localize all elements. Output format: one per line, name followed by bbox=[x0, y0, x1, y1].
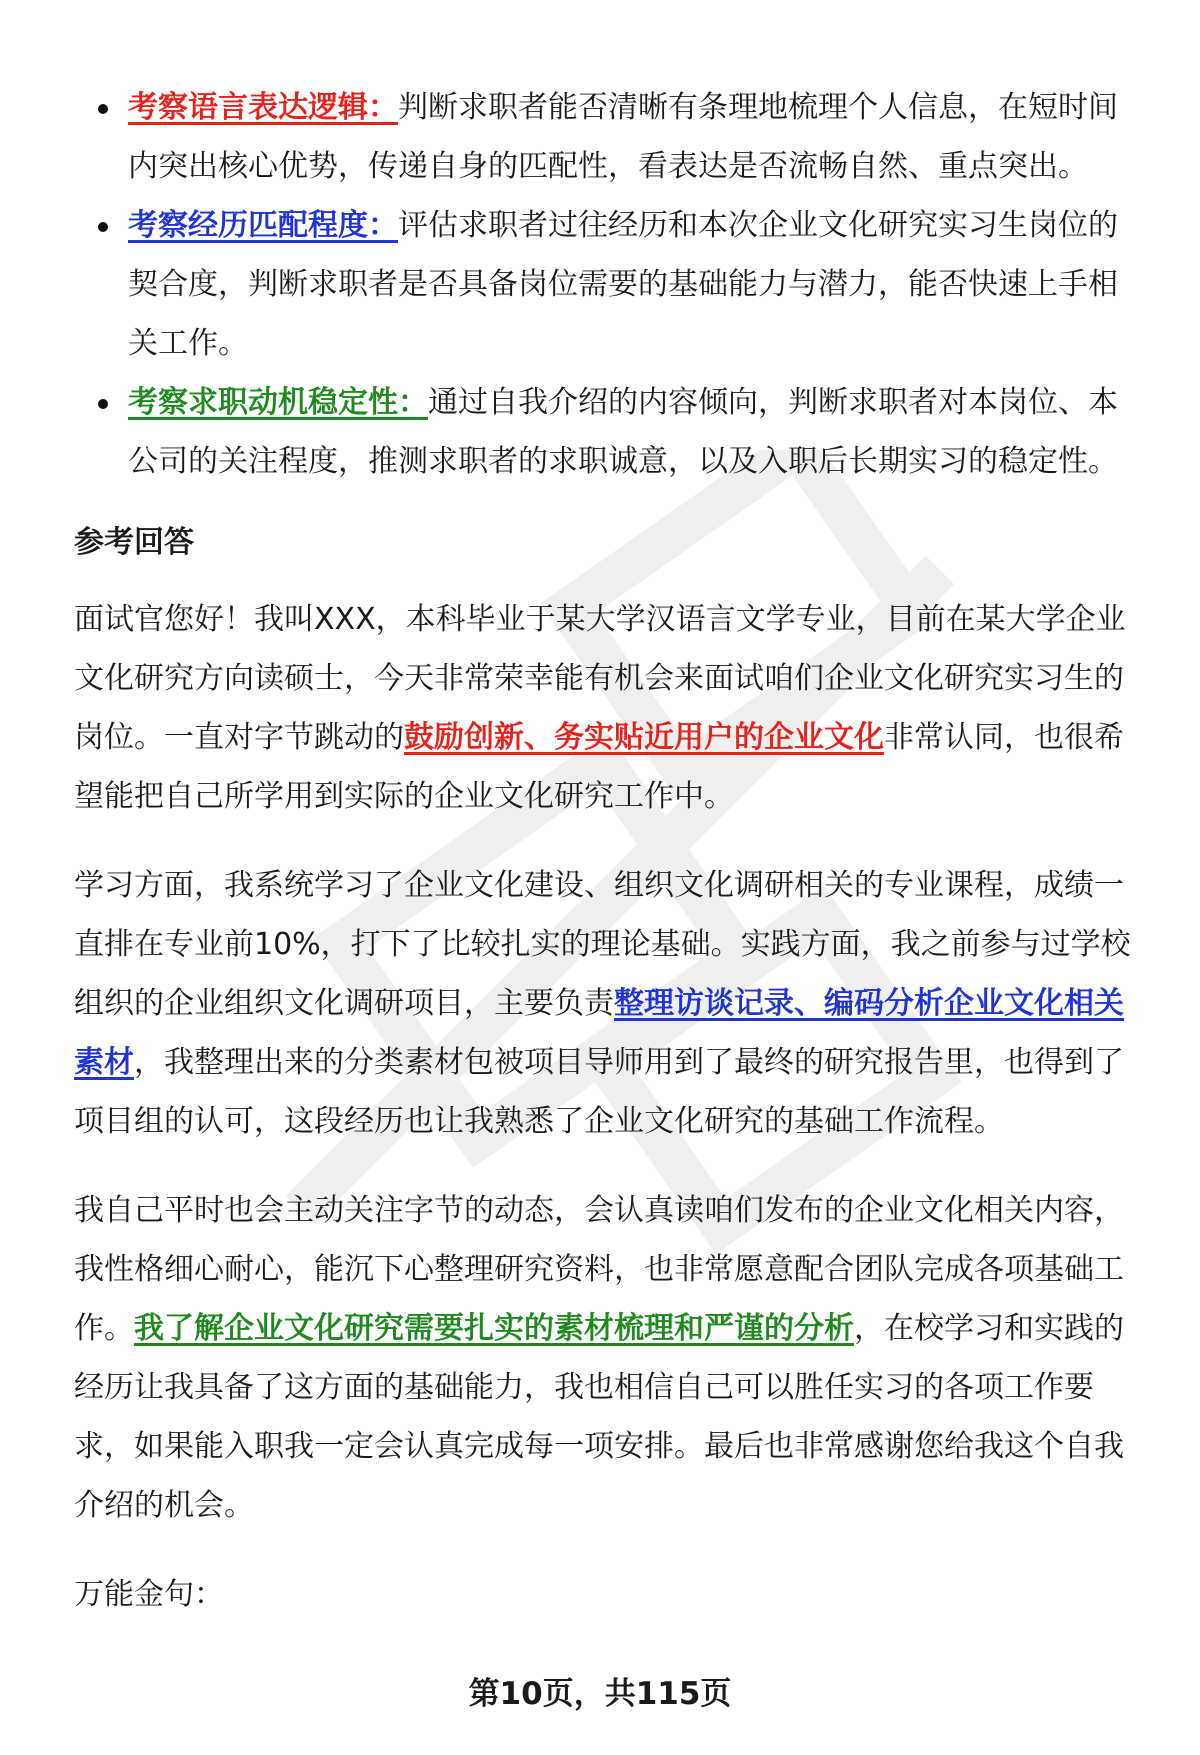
bullet-text: 评估求职者过往经历和本次企业文化研究实习生岗位的契合度，判断求职者是否具备岗位需要的基础能力与潜力，能否快速上手相关工作。 bbox=[128, 208, 1118, 361]
answer-paragraph bbox=[74, 856, 1144, 1151]
answer-paragraph bbox=[74, 590, 1144, 826]
paragraph-highlight: 我了解企业文化研究需要扎实的素材梳理和严谨的分析 bbox=[134, 1311, 854, 1346]
paragraph-text: 我自己平时也会主动关注字节的动态，会认真读咱们发布的企业文化相关内容，我性格细心耐心，能沉下心整理研究资料，也非常愿意配合团队完成各项基础工作。 bbox=[74, 1193, 1124, 1346]
paragraph-text: 面试官您好！我叫XXX，本科毕业于某大学汉语言文学专业，目前在某大学企业文化研究方向读硕士，今天非常荣幸能有机会来面试咱们企业文化研究实习生的岗位。一直对字节跳动的 bbox=[74, 602, 1126, 755]
bullet-text: 判断求职者能否清晰有条理地梳理个人信息，在短时间内突出核心优势，传递自身的匹配性，看表达是否流畅自然、重点突出。 bbox=[128, 90, 1118, 184]
bullet-label: 考察经历匹配程度： bbox=[128, 208, 398, 243]
paragraph-text: ，在校学习和实践的经历让我具备了这方面的基础能力，我也相信自己可以胜任实习的各项工作要求，如果能入职我一定会认真完成每一项安排。最后也非常感谢您给我这个自我介绍的机会。 bbox=[74, 1311, 1124, 1523]
bullet-label: 考察语言表达逻辑： bbox=[128, 90, 398, 125]
evaluation-list bbox=[74, 78, 1144, 491]
document-page bbox=[74, 78, 1144, 1624]
paragraph-text: ，我整理出来的分类素材包被项目导师用到了最终的研究报告里，也得到了项目组的认可，这段经历也让我熟悉了企业文化研究的基础工作流程。 bbox=[74, 1045, 1124, 1139]
closing-heading: 万能金句： bbox=[74, 1577, 224, 1612]
bullet-label: 考察求职动机稳定性： bbox=[128, 385, 428, 420]
answer-paragraph bbox=[74, 1181, 1144, 1535]
list-item bbox=[74, 196, 1144, 373]
list-item bbox=[74, 373, 1144, 491]
section-title: 参考回答 bbox=[74, 525, 194, 560]
list-item bbox=[74, 78, 1144, 196]
bullet-dot-icon bbox=[98, 104, 108, 114]
bullet-dot-icon bbox=[98, 399, 108, 409]
paragraph-text: 非常认同，也很希望能把自己所学用到实际的企业文化研究工作中。 bbox=[74, 720, 1124, 814]
bullet-dot-icon bbox=[98, 222, 108, 232]
page-number: 第10页，共115页 bbox=[468, 1676, 732, 1712]
bullet-text: 通过自我介绍的内容倾向，判断求职者对本岗位、本公司的关注程度，推测求职者的求职诚意，以及入职后长期实习的稳定性。 bbox=[128, 385, 1118, 479]
paragraph-highlight: 鼓励创新、务实贴近用户的企业文化 bbox=[404, 720, 884, 755]
paragraph-highlight: 整理访谈记录、编码分析企业文化相关素材 bbox=[74, 986, 1124, 1080]
paragraph-text: 学习方面，我系统学习了企业文化建设、组织文化调研相关的专业课程，成绩一直排在专业前10%，打下了比较扎实的理论基础。实践方面，我之前参与过学校组织的企业组织文化调研项目，主要负责 bbox=[74, 868, 1131, 1021]
